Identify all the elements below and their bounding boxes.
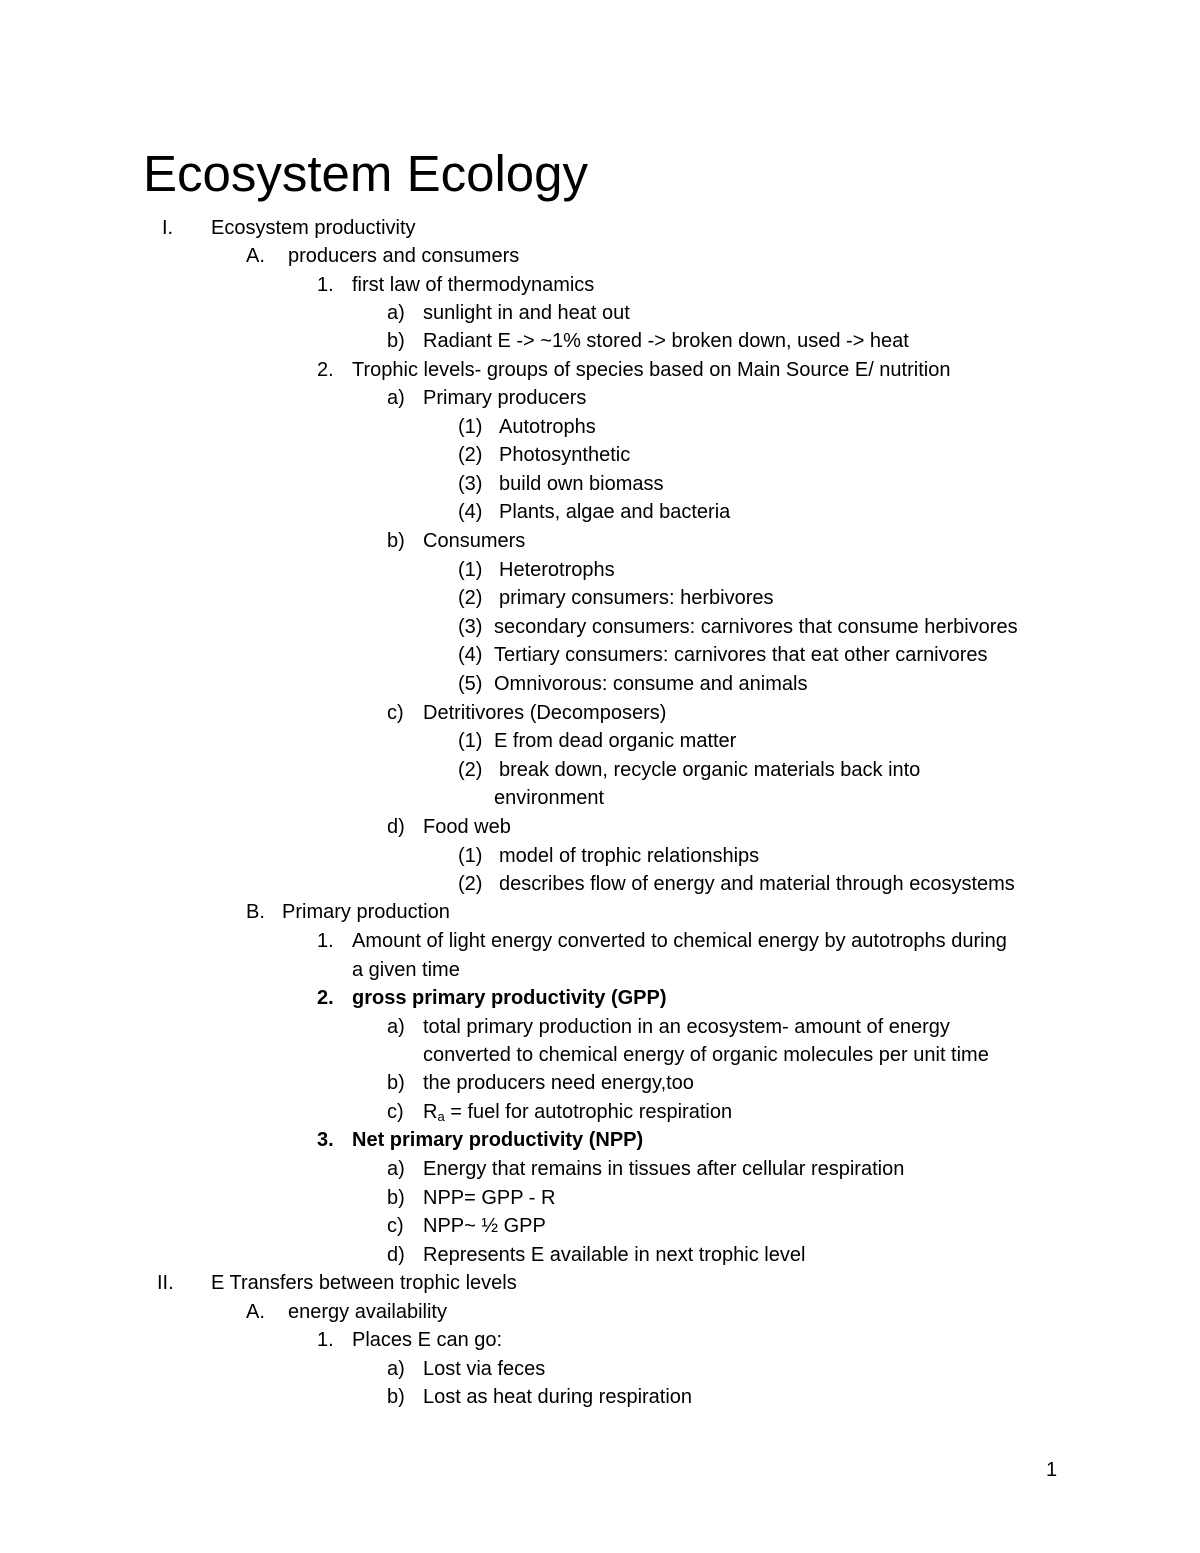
outline-marker: (5): [458, 673, 483, 695]
outline-text: Ecosystem productivity: [211, 217, 416, 239]
outline-text: Autotrophs: [499, 416, 596, 438]
document-title: Ecosystem Ecology: [143, 145, 589, 202]
outline-marker: b): [387, 330, 405, 352]
outline-text: first law of thermodynamics: [352, 274, 595, 296]
respiration-symbol: R: [423, 1101, 438, 1123]
outline-marker: (1): [458, 559, 483, 581]
outline-text: environment: [494, 787, 605, 809]
outline-marker: A.: [246, 1301, 265, 1323]
outline-marker: 2.: [317, 987, 334, 1009]
outline-text: Represents E available in next trophic level: [423, 1244, 806, 1266]
outline-text: Plants, algae and bacteria: [499, 501, 731, 523]
outline-text: E Transfers between trophic levels: [211, 1272, 517, 1294]
outline-text: Tertiary consumers: carnivores that eat other carnivores: [494, 644, 988, 666]
outline-text: gross primary productivity (GPP): [352, 987, 667, 1009]
outline-text: Food web: [423, 816, 511, 838]
outline-text: producers and consumers: [288, 245, 520, 267]
outline-text: converted to chemical energy of organic molecules per unit time: [423, 1044, 989, 1066]
page-number: 1: [1046, 1459, 1058, 1481]
outline-marker: b): [387, 1187, 405, 1209]
outline-marker: (1): [458, 845, 483, 867]
outline-text: Photosynthetic: [499, 444, 631, 466]
outline-marker: (2): [458, 444, 483, 466]
outline-text: total primary production in an ecosystem- amount of energy: [423, 1016, 950, 1038]
outline-text: energy availability: [288, 1301, 447, 1323]
outline-marker: d): [387, 816, 405, 838]
outline-text: Primary production: [282, 901, 450, 923]
respiration-subscript: a: [437, 1109, 445, 1124]
outline-marker: d): [387, 1244, 405, 1266]
outline-marker: (1): [458, 416, 483, 438]
outline-marker: a): [387, 302, 405, 324]
outline-marker: 1.: [317, 1329, 334, 1351]
outline-marker: c): [387, 702, 404, 724]
outline-text: Lost as heat during respiration: [423, 1386, 693, 1408]
outline-marker: A.: [246, 245, 265, 267]
outline-text: secondary consumers: carnivores that consume herbivores: [494, 616, 1018, 638]
outline-text: the producers need energy,too: [423, 1072, 694, 1094]
outline-text: break down, recycle organic materials back into: [499, 759, 921, 781]
outline-marker: a): [387, 1016, 405, 1038]
outline-marker: 1.: [317, 930, 334, 952]
outline-marker: 3.: [317, 1129, 334, 1151]
outline-marker: (2): [458, 587, 483, 609]
outline-text: Amount of light energy converted to chemical energy by autotrophs during: [352, 930, 1007, 952]
outline-text: Places E can go:: [352, 1329, 503, 1351]
outline-marker: (3): [458, 616, 483, 638]
outline-text: Heterotrophs: [499, 559, 615, 581]
outline-marker: (2): [458, 873, 483, 895]
outline-marker: a): [387, 387, 405, 409]
outline-text: Primary producers: [423, 387, 587, 409]
outline-text: Radiant E -> ~1% stored -> broken down, used -> heat: [423, 330, 909, 352]
outline-marker: (2): [458, 759, 483, 781]
outline-text: Net primary productivity (NPP): [352, 1129, 644, 1151]
outline-marker: a): [387, 1358, 405, 1380]
outline-text: Detritivores (Decomposers): [423, 702, 667, 724]
outline-marker: I.: [162, 217, 174, 239]
outline-marker: II.: [157, 1272, 174, 1294]
outline-text: build own biomass: [499, 473, 664, 495]
outline-marker: c): [387, 1101, 404, 1123]
outline-text: NPP~ ½ GPP: [423, 1215, 546, 1237]
outline-text: primary consumers: herbivores: [499, 587, 774, 609]
outline-text: a given time: [352, 959, 460, 981]
outline-text: model of trophic relationships: [499, 845, 760, 867]
outline-marker: 2.: [317, 359, 334, 381]
outline-text: sunlight in and heat out: [423, 302, 630, 324]
outline-text: describes flow of energy and material through ecosystems: [499, 873, 1015, 895]
outline-marker: c): [387, 1215, 404, 1237]
outline-text: [423, 1098, 732, 1126]
outline-text: Consumers: [423, 530, 526, 552]
outline-marker: (4): [458, 644, 483, 666]
outline-text: E from dead organic matter: [494, 730, 737, 752]
outline-marker: b): [387, 1386, 405, 1408]
outline-marker: (1): [458, 730, 483, 752]
outline-text: Trophic levels- groups of species based on Main Source E/ nutrition: [352, 359, 951, 381]
outline-marker: 1.: [317, 274, 334, 296]
outline-marker: b): [387, 1072, 405, 1094]
outline-text: Omnivorous: consume and animals: [494, 673, 808, 695]
outline-marker: B.: [246, 901, 265, 923]
respiration-description: = fuel for autotrophic respiration: [444, 1101, 733, 1123]
outline-marker: a): [387, 1158, 405, 1180]
outline-marker: (3): [458, 473, 483, 495]
outline-marker: b): [387, 530, 405, 552]
outline-marker: (4): [458, 501, 483, 523]
outline-text: NPP= GPP - R: [423, 1187, 556, 1209]
outline-text: Lost via feces: [423, 1358, 546, 1380]
outline-text: Energy that remains in tissues after cellular respiration: [423, 1158, 905, 1180]
